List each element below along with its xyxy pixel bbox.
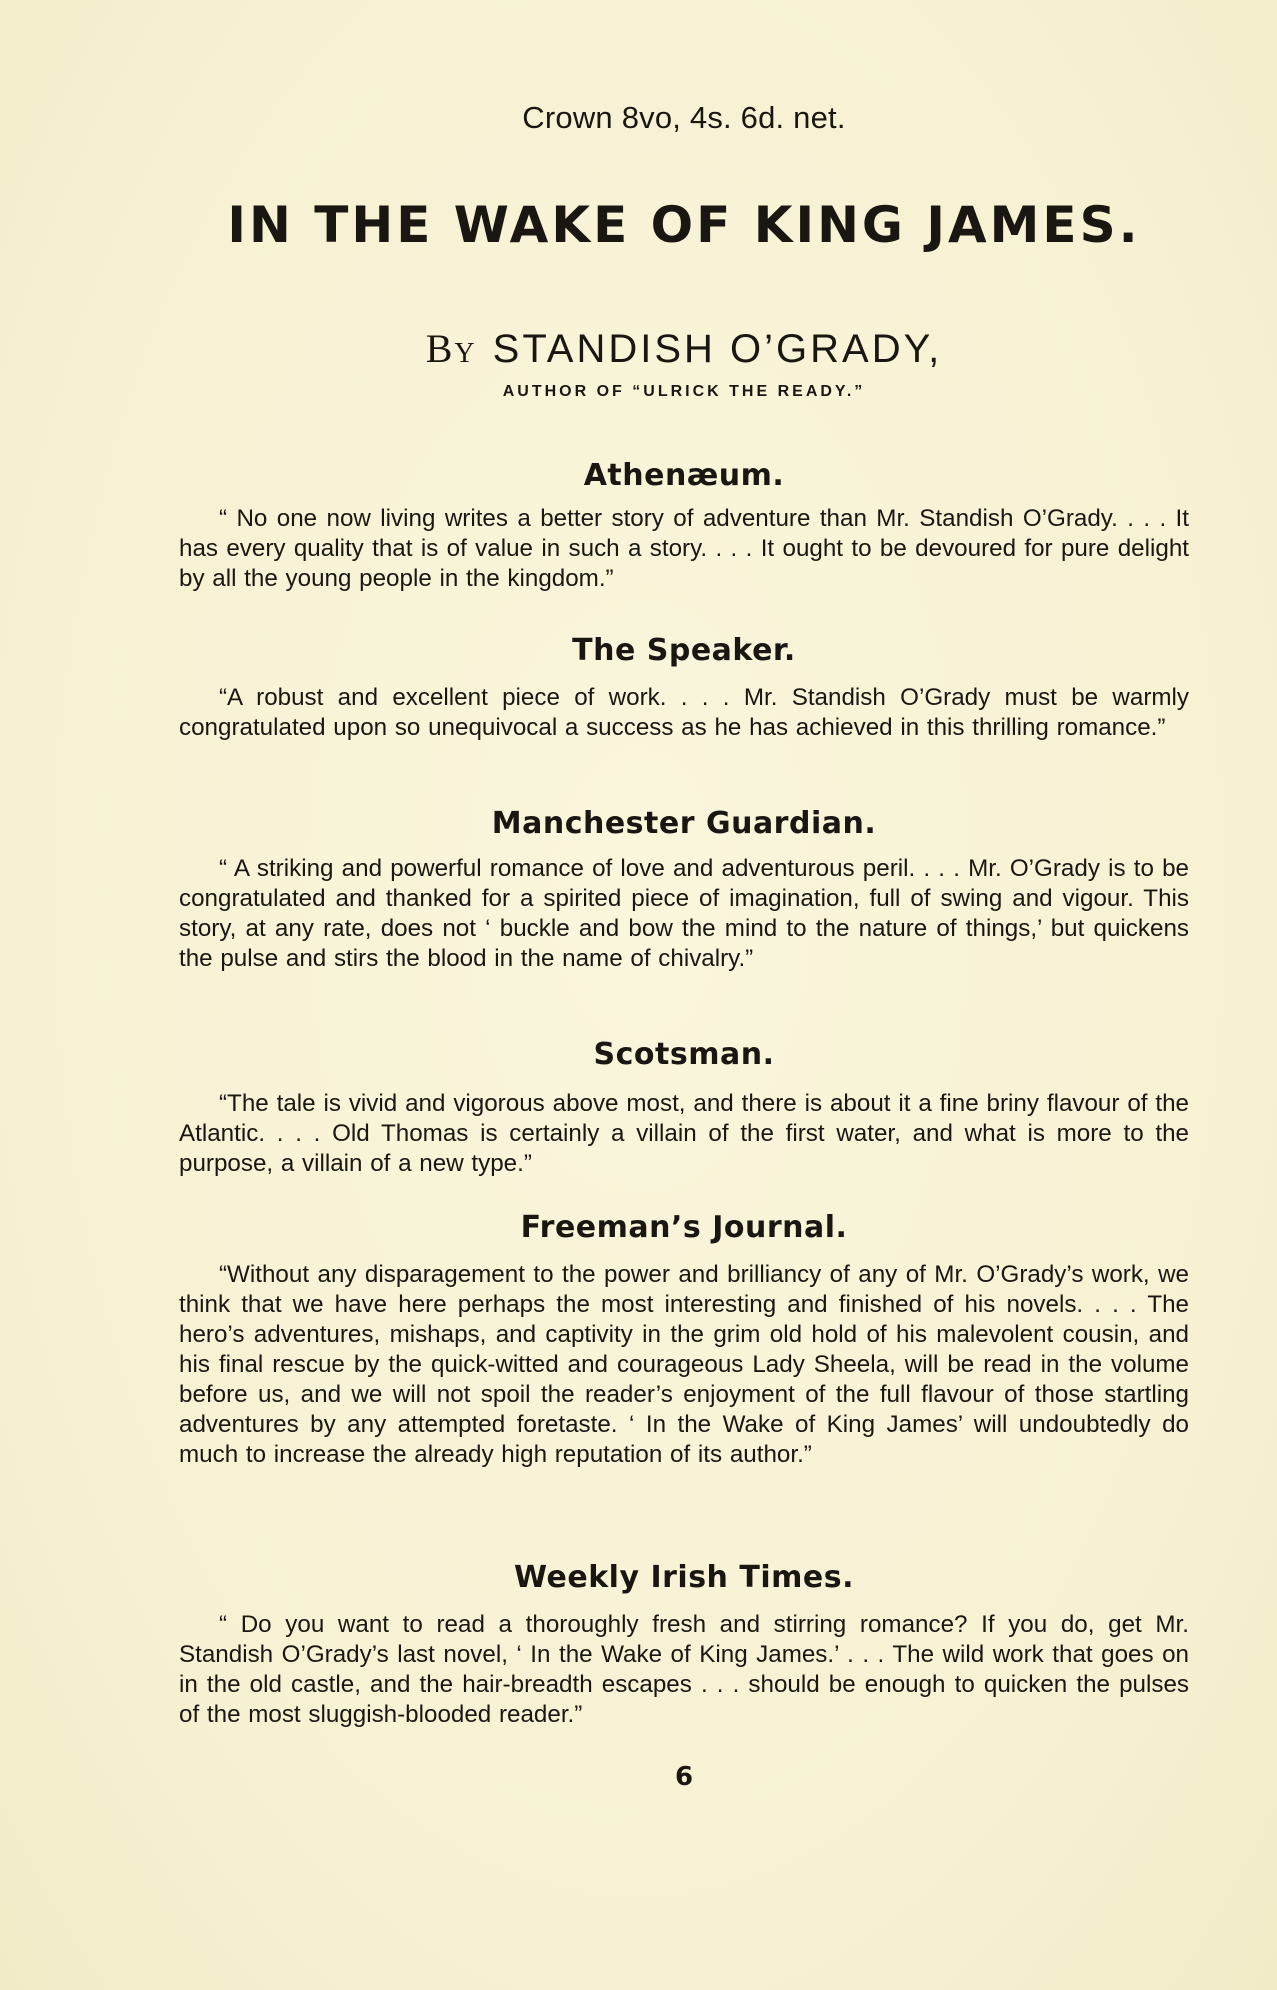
review-quote: “ Do you want to read a thoroughly fresh and stirring romance? If you do, get Mr. Standish O’Grady’s last novel, ‘ In the Wake of King James.’ . . . The wild work that goes on in the old castle, and the hair-breadth escapes . . . should be enough to quicken the pulses of the most sluggish-blooded reader.”: [179, 1611, 1189, 1728]
review-source: Freeman’s Journal.: [520, 1210, 848, 1245]
author-previous-work: AUTHOR OF “ULRICK THE READY.”: [502, 383, 866, 400]
book-title: IN THE WAKE OF KING JAMES.: [227, 196, 1141, 254]
review-quote: “A robust and excellent piece of work. . . . Mr. Standish O’Grady must be warmly congratulated upon so unequivocal a success as he has achieved in this thrilling romance.”: [179, 684, 1189, 741]
review-quote: “Without any disparagement to the power and brilliancy of any of Mr. O’Grady’s work, we think that we have here perhaps the most interesting and finished of his novels. . . . The hero’s adventures, mishaps, and captivity in the grim old hold of his malevolent cousin, and his final rescue by the quick-witted and courageous Lady Sheela, will be read in the volume before us, and we will not spoil the reader’s enjoyment of the full flavour of those startling adventures by any attempted foretaste. ‘ In the Wake of King James’ will undoubtedly do much to increase the already high reputation of its author.”: [179, 1261, 1189, 1468]
review-source: Athenæum.: [583, 458, 785, 493]
review-quote: “The tale is vivid and vigorous above most, and there is about it a fine briny flavour of the Atlantic. . . . Old Thomas is certainly a villain of the first water, and what is more to the purpose, a villain of a new type.”: [179, 1090, 1189, 1177]
review-source: The Speaker.: [572, 633, 796, 668]
review-freemans-journal: [179, 1208, 1189, 1470]
review-scotsman: [179, 1035, 1189, 1179]
review-manchester-guardian: [179, 804, 1189, 974]
review-source: Manchester Guardian.: [491, 806, 877, 841]
price-line: Crown 8vo, 4s. 6d. net.: [522, 100, 846, 135]
review-weekly-irish-times: [179, 1558, 1189, 1730]
review-quote: “ A striking and powerful romance of love and adventurous peril. . . . Mr. O’Grady is to be congratulated and thanked for a spirited piece of imagination, full of swing and vigour. This story, at any rate, does not ‘ buckle and bow the mind to the nature of things,’ but quickens the pulse and stirs the blood in the name of chivalry.”: [179, 855, 1189, 972]
review-athenaeum: [179, 456, 1189, 594]
page-number: 6: [674, 1762, 694, 1792]
review-source: Weekly Irish Times.: [514, 1560, 854, 1595]
by-label: By: [425, 326, 477, 371]
review-source: Scotsman.: [593, 1037, 775, 1072]
review-quote: “ No one now living writes a better story of adventure than Mr. Standish O’Grady. . . . It has every quality that is of value in such a story. . . . It ought to be devoured for pure delight by all the young people in the kingdom.”: [179, 505, 1189, 592]
review-speaker: [179, 631, 1189, 743]
author-line: [179, 325, 1189, 372]
author-name: STANDISH O’GRADY,: [492, 327, 943, 371]
